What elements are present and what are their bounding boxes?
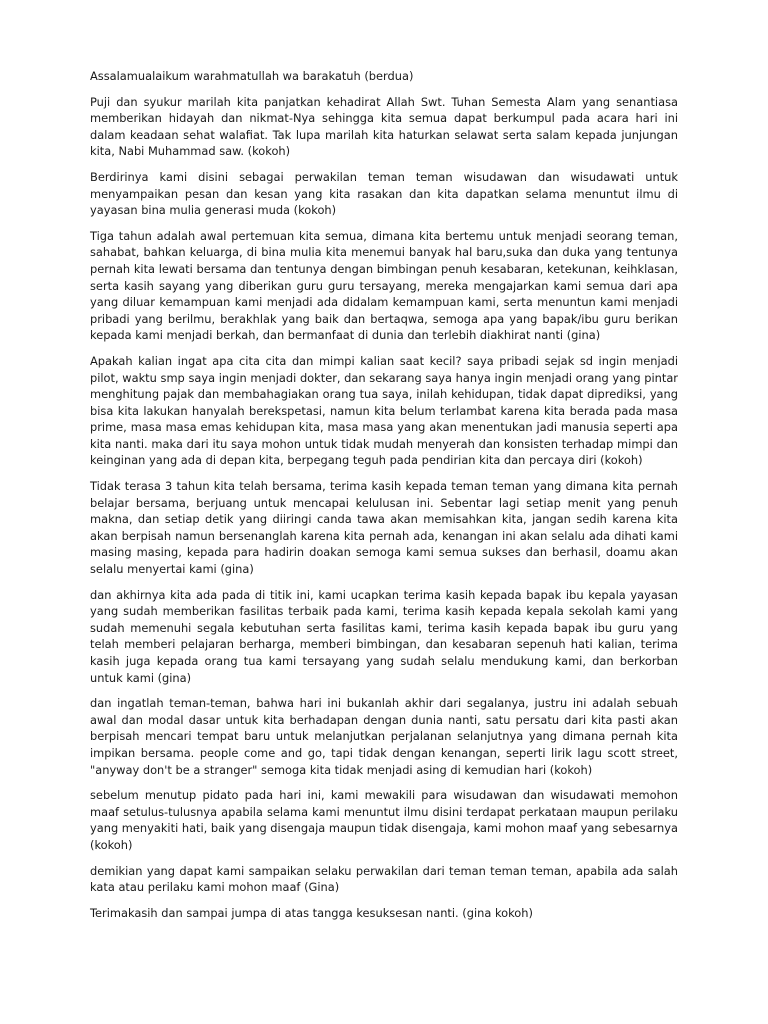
paragraph-together: Tidak terasa 3 tahun kita telah bersama, terima kasih kepada teman teman yang dimana kita pernah belajar bersama, berjuang untuk mencapai kelulusan ini. Sebentar lagi setiap menit yang penuh makna, dan setiap detik yang diiringi canda tawa akan memisahkan kita, jangan sedih karena kita akan berpisah namun bersenanglah karena kita pernah ada, kenangan ini akan selalu ada dihati kami masing masing, kepada para hadirin doakan semoga kami semua sukses dan berhasil, doamu akan selalu menyertai kami (gina): [90, 479, 678, 577]
paragraph-apology: sebelum menutup pidato pada hari ini, kami mewakili para wisudawan dan wisudawati memohon maaf setulus-tulusnya apabila selama kami menuntut ilmu disini terdapat perkataan maupun perilaku yang menyakiti hati, baik yang disengaja maupun tidak disengaja, kami mohon maaf yang sebesarnya (kokoh): [90, 788, 678, 852]
paragraph-dreams: Apakah kalian ingat apa cita cita dan mimpi kalian saat kecil? saya pribadi sejak sd ingin menjadi pilot, waktu smp saya ingin menjadi dokter, dan sekarang saya hanya ingin menjadi orang yang pintar menghitung pajak dan membahagiakan orang tua saya, inilah kehidupan, tidak dapat diprediksi, yang bisa kita lakukan hanyalah berekspetasi, namun kita belum terlambat karena kita berada pada masa prime, masa masa emas kehidupan kita, masa masa yang akan menentukan jadi manusia seperti apa kita nanti. maka dari itu saya mohon untuk tidak mudah menyerah dan konsisten terhadap mimpi dan keinginan yang ada di depan kita, berpegang teguh pada pendirian kita dan percaya diri (kokoh): [90, 353, 678, 468]
paragraph-purpose: Berdirinya kami disini sebagai perwakilan teman teman wisudawan dan wisudawati untuk menyampaikan pesan dan kesan yang kita rasakan dan kita dapatkan selama menuntut ilmu di yayasan bina mulia generasi muda (kokoh): [90, 169, 678, 218]
paragraph-closing: demikian yang dapat kami sampaikan selaku perwakilan dari teman teman teman, apabila ada salah kata atau perilaku kami mohon maaf (Gina): [90, 863, 678, 895]
paragraph-three-years: Tiga tahun adalah awal pertemuan kita semua, dimana kita bertemu untuk menjadi seorang teman, sahabat, bahkan keluarga, di bina mulia kita menemui banyak hal baru,suka dan duka yang tentunya pernah kita lewati bersama dan tentunya dengan bimbingan penuh kesabaran, ketekunan, keihklasan, serta kasih sayang yang diberikan guru guru tersayang, mereka mengajarkan kami semua dari apa yang diluar kemampuan kami menjadi ada didalam kemampuan kami, serta menuntun kami menjadi pribadi yang berilmu, berakhlak yang baik dan bertaqwa, semoga apa yang bapak/ibu guru berikan kepada kami menjadi berkah, dan bermanfaat di dunia dan terlebih diakhirat nanti (gina): [90, 228, 678, 343]
paragraph-thanks: dan akhirnya kita ada pada di titik ini, kami ucapkan terima kasih kepada bapak ibu kepala yayasan yang sudah memberikan fasilitas terbaik pada kami, terima kasih kepada kepala sekolah kami yang sudah memenuhi segala kebutuhan serta fasilitas kami, terima kasih kepada bapak ibu guru yang telah memberi pelajaran berharga, memberi bimbingan, dan kesabaran sepenuh hati kalian, terima kasih juga kepada orang tua kami tersayang yang sudah selalu mendukung kami, dan berkorban untuk kami (gina): [90, 587, 678, 685]
paragraph-farewell: Terimakasih dan sampai jumpa di atas tangga kesuksesan nanti. (gina kokoh): [90, 905, 533, 920]
paragraph-remember: dan ingatlah teman-teman, bahwa hari ini bukanlah akhir dari segalanya, justru ini adalah sebuah awal dan modal dasar untuk kita berhadapan dengan dunia nanti, satu persatu dari kita pasti akan berpisah mencari tempat baru untuk melanjutkan perjalanan selanjutnya yang dimana pernah kita impikan bersama. people come and go, tapi tidak dengan kenangan, seperti lirik lagu scott street, "anyway don't be a stranger" semoga kita tidak menjadi asing di kemudian hari (kokoh): [90, 696, 678, 777]
paragraph-greeting: Assalamualaikum warahmatullah wa barakatuh (berdua): [90, 69, 414, 83]
document-body: [90, 68, 678, 930]
paragraph-opening: Puji dan syukur marilah kita panjatkan kehadirat Allah Swt. Tuhan Semesta Alam yang senantiasa memberikan hidayah dan nikmat-Nya sehingga kita semua dapat berkumpul pada acara hari ini dalam keadaan sehat walafiat. Tak lupa marilah kita haturkan selawat serta salam kepada junjungan kita, Nabi Muhammad saw. (kokoh): [90, 94, 678, 159]
